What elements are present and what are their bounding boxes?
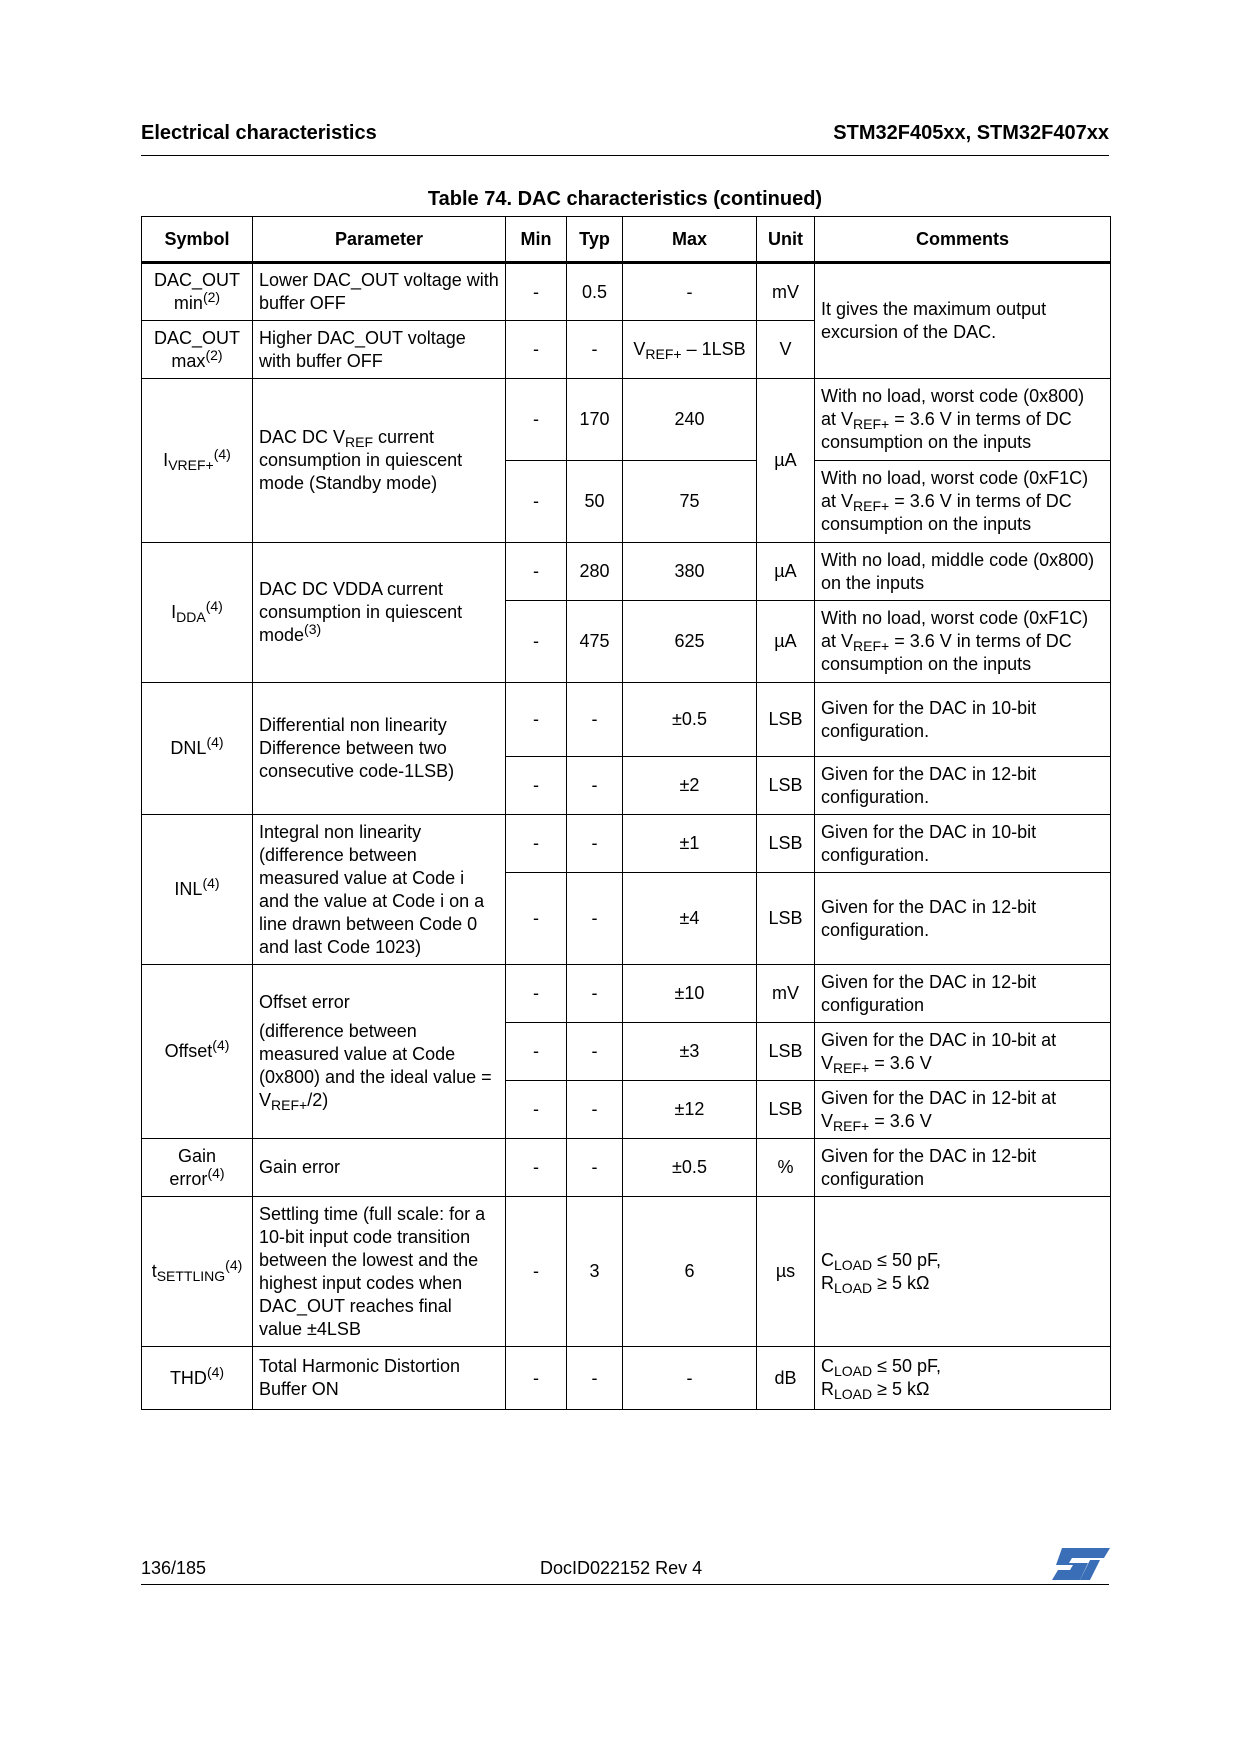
unit-cell: µs: [757, 1197, 815, 1347]
table-row: [142, 543, 1111, 601]
footer-divider: [141, 1584, 1109, 1585]
min-cell: -: [506, 815, 567, 873]
table-row: [142, 965, 1111, 1023]
header-divider: [141, 155, 1109, 156]
section-title: Electrical characteristics: [141, 122, 377, 144]
symbol-cell: THD$^{(4)}$: [142, 1347, 253, 1410]
min-cell: -: [506, 543, 567, 601]
min-cell: -: [506, 379, 567, 461]
max-cell: ±1: [623, 815, 757, 873]
min-cell: -: [506, 321, 567, 379]
typ-cell: -: [567, 873, 623, 965]
typ-cell: -: [567, 757, 623, 815]
min-cell: -: [506, 601, 567, 683]
typ-cell: -: [567, 815, 623, 873]
header-parameter: Parameter: [253, 217, 506, 263]
comment-cell: $C_{LOAD} \le 50$ pF, $R_{LOAD} \ge 5$ kΩ: [815, 1197, 1111, 1347]
typ-cell: 50: [567, 461, 623, 543]
max-cell: ±10: [623, 965, 757, 1023]
table-header-row: [142, 217, 1111, 263]
typ-cell: -: [567, 1347, 623, 1410]
header-comments: Comments: [815, 217, 1111, 263]
typ-cell: -: [567, 683, 623, 757]
table-row: [142, 1347, 1111, 1410]
parameter-cell: Higher DAC_OUT voltage with buffer OFF: [253, 321, 506, 379]
comment-cell: Given for the DAC in 12-bit configuration.: [815, 873, 1111, 965]
symbol-cell: $t_{SETTLING}^{(4)}$: [142, 1197, 253, 1347]
table-row: [142, 1197, 1111, 1347]
symbol-cell: Offset$^{(4)}$: [142, 965, 253, 1139]
unit-cell: µA: [757, 379, 815, 543]
unit-cell: LSB: [757, 873, 815, 965]
min-cell: -: [506, 965, 567, 1023]
comment-cell: Given for the DAC in 10-bit configuration.: [815, 683, 1111, 757]
comment-cell: Given for the DAC in 10-bit at $V_{REF+} = 3.6$ V: [815, 1023, 1111, 1081]
parameter-cell: Total Harmonic Distortion Buffer ON: [253, 1347, 506, 1410]
symbol-cell: Gain error$^{(4)}$: [142, 1139, 253, 1197]
comment-cell: With no load, worst code (0xF1C) at $V_{REF+} = 3.6$ V in terms of DC consumption on the inputs: [815, 601, 1111, 683]
unit-cell: mV: [757, 263, 815, 321]
min-cell: -: [506, 873, 567, 965]
min-cell: -: [506, 683, 567, 757]
comment-cell: With no load, middle code (0x800) on the inputs: [815, 543, 1111, 601]
parameter-cell: Differential non linearity Difference between two consecutive code-1LSB): [253, 683, 506, 815]
comment-cell: Given for the DAC in 12-bit at $V_{REF+} = 3.6$ V: [815, 1081, 1111, 1139]
typ-cell: 475: [567, 601, 623, 683]
unit-cell: LSB: [757, 757, 815, 815]
typ-cell: 280: [567, 543, 623, 601]
comment-cell: Given for the DAC in 12-bit configuration: [815, 965, 1111, 1023]
max-cell: 380: [623, 543, 757, 601]
typ-cell: 0.5: [567, 263, 623, 321]
table-caption: Table 74. DAC characteristics (continued): [427, 188, 823, 210]
symbol-cell: DAC_OUT $\max^{(2)}$: [142, 321, 253, 379]
symbol-cell: DNL$^{(4)}$: [142, 683, 253, 815]
dac-characteristics-table: [141, 216, 1111, 1410]
table-row: [142, 379, 1111, 461]
typ-cell: -: [567, 1023, 623, 1081]
device-title: STM32F405xx, STM32F407xx: [833, 122, 1109, 144]
symbol-cell: DAC_OUT $\min^{(2)}$: [142, 263, 253, 321]
min-cell: -: [506, 461, 567, 543]
document-id: DocID022152 Rev 4: [540, 1558, 703, 1578]
unit-cell: dB: [757, 1347, 815, 1410]
header-unit: Unit: [757, 217, 815, 263]
parameter-cell: Settling time (full scale: for a 10-bit input code transition between the lowest and the highest input codes when DAC_OUT reaches final value ±4LSB: [253, 1197, 506, 1347]
comment-cell: $C_{LOAD} \le 50$ pF, $R_{LOAD} \ge 5$ kΩ: [815, 1347, 1111, 1410]
parameter-cell: Integral non linearity (difference between measured value at Code i and the value at Code i on a line drawn between Code 0 and last Code 1023): [253, 815, 506, 965]
max-cell: -: [623, 1347, 757, 1410]
symbol-cell: $I_{DDA}^{(4)}$: [142, 543, 253, 683]
min-cell: -: [506, 1023, 567, 1081]
unit-cell: µA: [757, 601, 815, 683]
min-cell: -: [506, 1139, 567, 1197]
min-cell: -: [506, 757, 567, 815]
typ-cell: -: [567, 321, 623, 379]
unit-cell: V: [757, 321, 815, 379]
header-typ: Typ: [567, 217, 623, 263]
max-cell: ±0.5: [623, 683, 757, 757]
max-cell: ±4: [623, 873, 757, 965]
comment-cell: With no load, worst code (0xF1C) at $V_{REF+} = 3.6$ V in terms of DC consumption on the inputs: [815, 461, 1111, 543]
max-cell: 75: [623, 461, 757, 543]
max-cell: $V_{REF+} - 1LSB$: [623, 321, 757, 379]
parameter-cell: DAC DC VDDA current consumption in quiescent mode$^{(3)}$: [253, 543, 506, 683]
typ-cell: 3: [567, 1197, 623, 1347]
symbol-cell: INL$^{(4)}$: [142, 815, 253, 965]
max-cell: ±3: [623, 1023, 757, 1081]
page-number: 136/185: [141, 1558, 207, 1578]
parameter-cell: Gain error: [253, 1139, 506, 1197]
parameter-cell: DAC DC $V_{REF}$ current consumption in quiescent mode (Standby mode): [253, 379, 506, 543]
table-row: [142, 263, 1111, 321]
comment-cell: Given for the DAC in 12-bit configuration: [815, 1139, 1111, 1197]
max-cell: ±0.5: [623, 1139, 757, 1197]
typ-cell: -: [567, 965, 623, 1023]
typ-cell: 170: [567, 379, 623, 461]
typ-cell: -: [567, 1081, 623, 1139]
comment-cell: It gives the maximum output excursion of the DAC.: [815, 263, 1111, 379]
unit-cell: µA: [757, 543, 815, 601]
unit-cell: mV: [757, 965, 815, 1023]
max-cell: 625: [623, 601, 757, 683]
unit-cell: LSB: [757, 1081, 815, 1139]
table-row: [142, 683, 1111, 757]
comment-cell: Given for the DAC in 12-bit configuration.: [815, 757, 1111, 815]
table-row: [142, 1139, 1111, 1197]
header-max: Max: [623, 217, 757, 263]
header-symbol: Symbol: [142, 217, 253, 263]
unit-cell: %: [757, 1139, 815, 1197]
typ-cell: -: [567, 1139, 623, 1197]
max-cell: -: [623, 263, 757, 321]
header-min: Min: [506, 217, 567, 263]
unit-cell: LSB: [757, 1023, 815, 1081]
comment-cell: With no load, worst code (0x800) at $V_{REF+} = 3.6$ V in terms of DC consumption on the inputs: [815, 379, 1111, 461]
max-cell: 6: [623, 1197, 757, 1347]
max-cell: ±2: [623, 757, 757, 815]
unit-cell: LSB: [757, 815, 815, 873]
min-cell: -: [506, 1197, 567, 1347]
min-cell: -: [506, 1347, 567, 1410]
min-cell: -: [506, 263, 567, 321]
st-logo-icon: [1052, 1546, 1110, 1582]
max-cell: 240: [623, 379, 757, 461]
min-cell: -: [506, 1081, 567, 1139]
max-cell: ±12: [623, 1081, 757, 1139]
parameter-cell: Lower DAC_OUT voltage with buffer OFF: [253, 263, 506, 321]
comment-cell: Given for the DAC in 10-bit configuration.: [815, 815, 1111, 873]
unit-cell: LSB: [757, 683, 815, 757]
table-row: [142, 815, 1111, 873]
symbol-cell: $I_{VREF+}^{(4)}$: [142, 379, 253, 543]
parameter-cell: Offset error (difference between measured value at Code (0x800) and the ideal value = $V_{REF+}/2$): [253, 965, 506, 1139]
